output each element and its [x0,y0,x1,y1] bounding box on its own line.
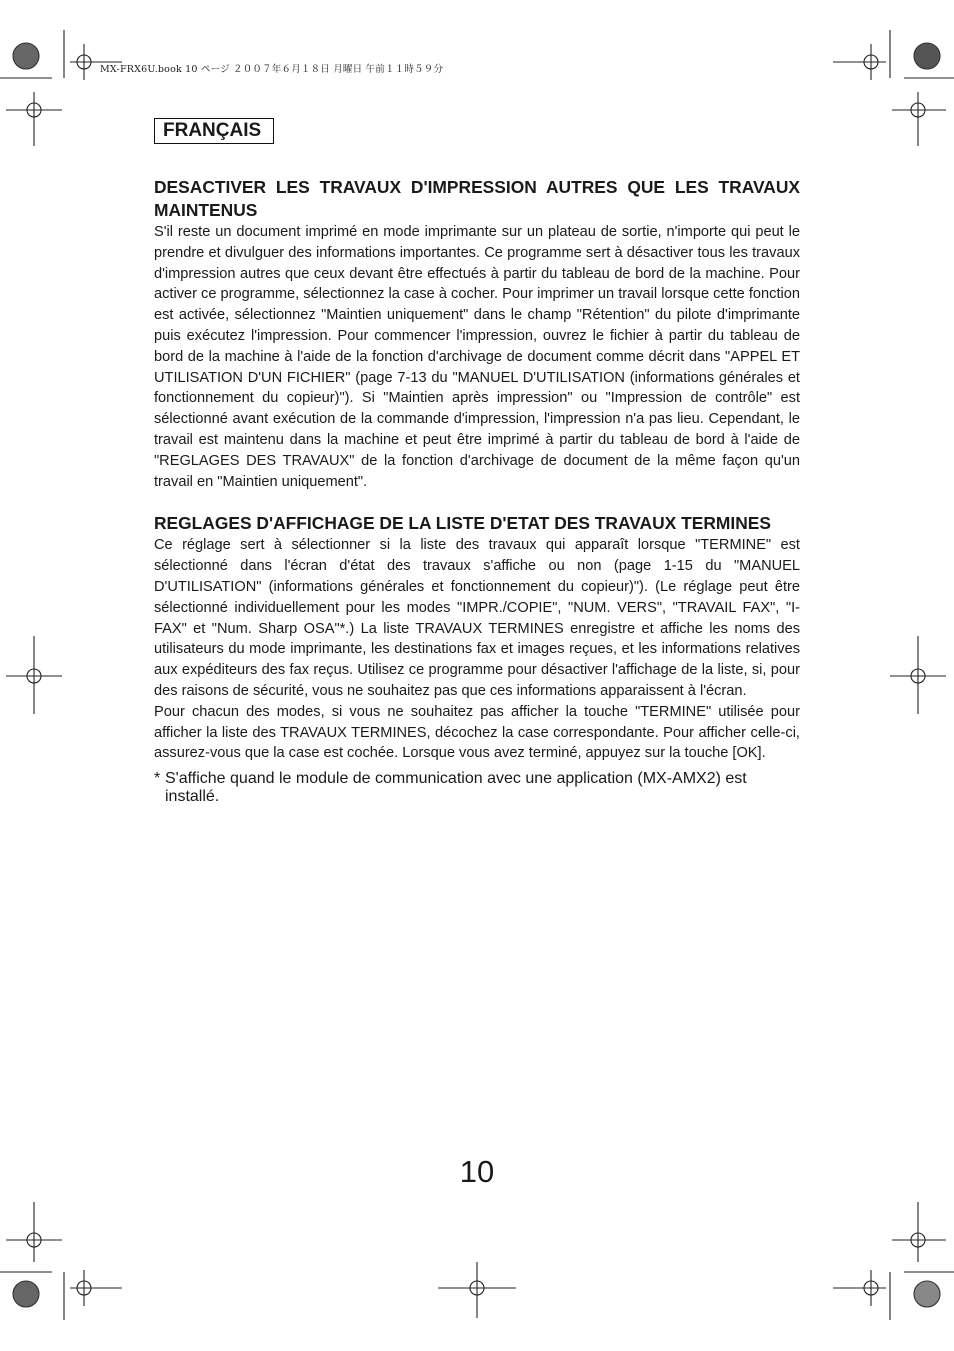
section-paragraph: Ce réglage sert à sélectionner si la liste des travaux qui apparaît lorsque "TERMINE" est sélectionné dans l'écran d'état des travaux s'affiche ou non (page 1-15 du "MANUEL D'UTILISATION" (informations générales et fonctionnement du copieur)"). (Le réglage peut être sélectionné individuellement pour les modes "IMPR./COPIE", "NUM. VERS", "TRAVAIL FAX", "I-FAX" et "Num. Sharp OSA"*.) La liste TRAVAUX TERMINES enregistre et affiche les noms des utilisateurs du mode imprimante, les destinations fax et images reçues, et les informations relatives aux expéditeurs des fax reçus. Utilisez ce programme pour désactiver l'affichage de la liste, si, pour des raisons de sécurité, vous ne souhaitez pas que ces informations apparaissent à l'écran. [154,537,800,699]
section-disable-non-held-jobs [154,176,800,492]
page-number: 10 [459,1154,495,1189]
footnote-text: S'affiche quand le module de communication avec une application (MX-AMX2) est installé. [165,770,747,806]
section-heading: REGLAGES D'AFFICHAGE DE LA LISTE D'ETAT DES TRAVAUX TERMINES [154,513,771,534]
page-content [154,176,800,806]
section-paragraph: Pour chacun des modes, si vous ne souhaitez pas afficher la touche "TERMINE" utilisée pour afficher la liste des TRAVAUX TERMINES, décochez la case correspondante. Pour afficher celle-ci, assurez-vous que la case est cochée. Lorsque vous avez terminé, appuyez sur la touche [OK]. [154,703,800,762]
section-heading: DESACTIVER LES TRAVAUX D'IMPRESSION AUTRES QUE LES TRAVAUX MAINTENUS [154,177,800,220]
section-paragraph: S'il reste un document imprimé en mode imprimante sur un plateau de sortie, n'importe qui peut le prendre et divulguer des informations importantes. Ce programme sert à désactiver tous les travaux d'impression autres que ceux devant être effectués à partir du tableau de bord de la machine. Pour activer ce programme, sélectionnez la case à cocher. Pour imprimer un travail lorsque cette fonction est activée, sélectionnez "Maintien uniquement" dans le champ "Rétention" du pilote d'imprimante puis exécutez l'impression. Pour commencer l'impression, ouvrez le fichier à partir du tableau de bord de la machine à l'aide de la fonction d'archivage de document comme décrit dans "APPEL ET UTILISATION D'UN FICHIER" (page 7-13 du "MANUEL D'UTILISATION (informations générales et fonctionnement du copieur)"). Si "Maintien après impression" ou "Impression de contrôle" est sélectionné avant exécution de la commande d'impression, l'impression n'a pas lieu. Cependant, le travail est maintenu dans la machine et peut être imprimé à partir du tableau de bord à l'aide de "REGLAGES DES TRAVAUX" de la fonction d'archivage de document de la même façon qu'un travail en "Maintien uniquement". [154,224,800,490]
footnote [154,770,800,806]
language-tab: FRANÇAIS [154,118,274,144]
footnote-marker: * [154,770,161,788]
section-job-status-list-settings [154,512,800,806]
print-header-meta: MX-FRX6U.book 10 ページ ２００７年６月１８日 月曜日 午前１１時５９分 [100,64,444,75]
